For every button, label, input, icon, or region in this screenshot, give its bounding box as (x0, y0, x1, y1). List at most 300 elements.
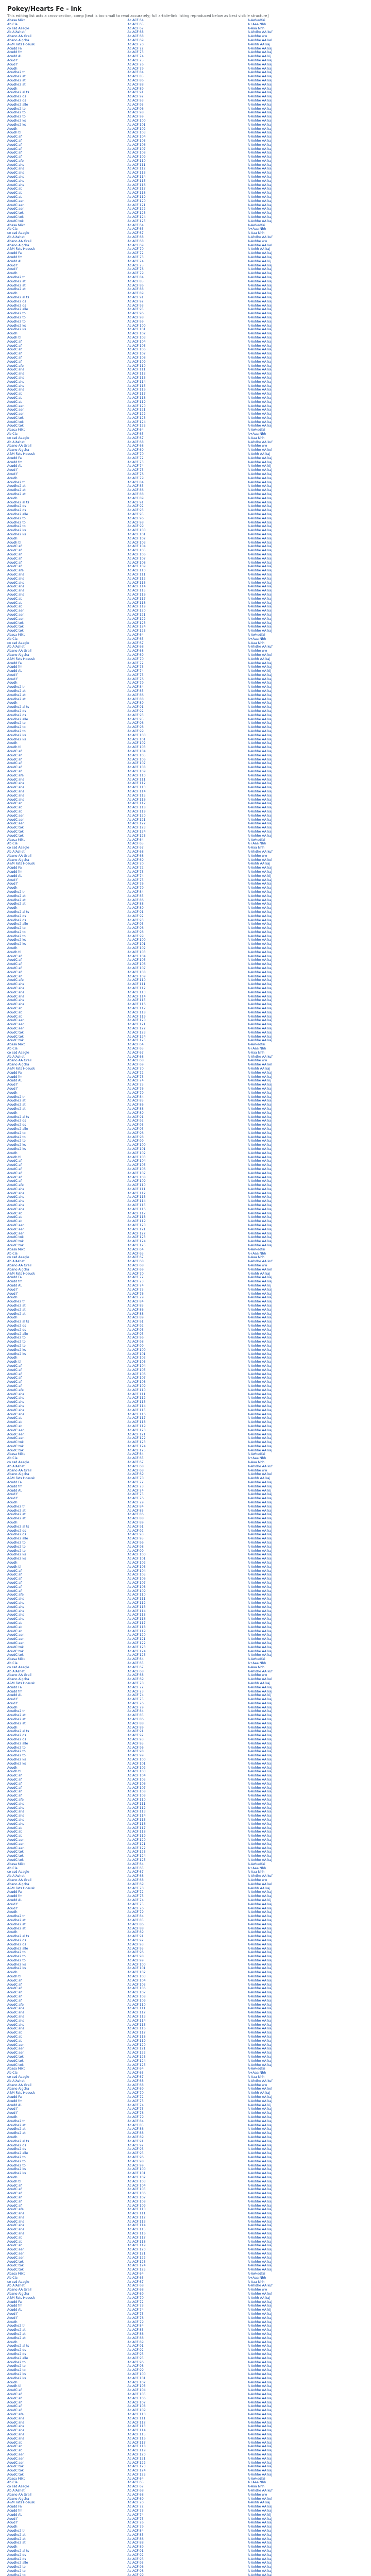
article-link[interactable]: A-Aohhe AA kaj (247, 2264, 272, 2268)
article-link[interactable]: A-Aohhe AA kaj (247, 2392, 272, 2396)
article-link[interactable]: AoudC tok (7, 1235, 24, 1240)
article-link[interactable]: Abano Aigcha (7, 2497, 29, 2501)
article-link[interactable]: Ac ACF 118 (127, 396, 146, 400)
article-link[interactable]: AoudC ahs (7, 2212, 24, 2216)
article-link[interactable]: A-Aohhe AA kaj (247, 1364, 272, 1368)
article-link[interactable]: Aoudh (7, 1091, 18, 1095)
article-link[interactable]: Ac ACF 74 (127, 874, 144, 878)
article-link[interactable]: Ac ACF 116 (127, 388, 146, 392)
article-link[interactable]: Abano AA Grail (7, 1264, 31, 1268)
article-link[interactable]: Acudd Fa (7, 1685, 22, 1689)
article-link[interactable]: AoudC af (7, 1589, 22, 1593)
article-link[interactable]: Ac ACF 86 (127, 1922, 144, 1926)
article-link[interactable]: AoudC ahs (7, 2224, 24, 2228)
article-link[interactable]: Ac ACF 86 (127, 1513, 144, 1517)
article-link[interactable]: Acudd Fa (7, 251, 22, 256)
article-link[interactable]: AoudC tok (7, 2465, 24, 2469)
article-link[interactable]: Aoudhe2 alle (7, 922, 28, 926)
article-link[interactable]: A-Aohhe AA kaj (247, 1553, 272, 1557)
article-link[interactable]: Aoudh (7, 1296, 18, 1300)
article-link[interactable]: AoudC af (7, 958, 22, 962)
article-link[interactable]: Aoudhe2 ks (7, 2376, 26, 2380)
article-link[interactable]: A-Aohhe AA kaj (247, 601, 272, 605)
article-link[interactable]: A-Aohhe AA kaj (247, 412, 272, 416)
article-link[interactable]: A-Aohhe AA kaj (247, 1806, 272, 1810)
article-link[interactable]: AoudC tok (7, 2472, 24, 2477)
article-link[interactable]: A-Aohhe AA kaj (247, 918, 272, 922)
article-link[interactable]: AoudC afe (7, 1798, 24, 1802)
article-link[interactable]: A-Aohhe AA kaj (247, 355, 272, 360)
article-link[interactable]: A-Aohhe AA kaj (247, 1605, 272, 1609)
article-link[interactable]: A-Aohhe AA kel (247, 243, 272, 247)
article-link[interactable]: AoudC af (7, 1569, 22, 1573)
article-link[interactable]: Ac ACF 123 (127, 416, 146, 420)
article-link[interactable]: A-Aohhe AA kaj (247, 118, 272, 123)
article-link[interactable]: Aoudhe2 at (7, 1718, 26, 1722)
article-link[interactable]: A-Aohhe AA kaj (247, 2368, 272, 2372)
article-link[interactable]: A-Aohhe AA kaj (247, 1191, 272, 1195)
article-link[interactable]: A-Aohhe AA kaj (247, 2043, 272, 2047)
article-link[interactable]: Ac ACF 123 (127, 1440, 146, 1445)
article-link[interactable]: A-Aohhe AA kaj (247, 2031, 272, 2035)
article-link[interactable]: Ac ACF 92 (127, 914, 144, 918)
article-link[interactable]: Ac ACF 123 (127, 2465, 146, 2469)
article-link[interactable]: A-Aohhe AA kaj (247, 1826, 272, 1830)
article-link[interactable]: A-Aohhe AA kaj (247, 115, 272, 119)
article-link[interactable]: Aoudhe2 ds (7, 709, 26, 714)
article-link[interactable]: A-Aohhe AA kaj (247, 2268, 272, 2272)
article-link[interactable]: A-Aohhe AA kaj (247, 1304, 272, 1308)
article-link[interactable]: A-Aohhe AA kaj (247, 2159, 272, 2163)
article-link[interactable]: A-Aohhe AA kaj (247, 344, 272, 348)
article-link[interactable]: A-Aohhe AA kaj (247, 2219, 272, 2224)
article-link[interactable]: AoudC ahs (7, 179, 24, 183)
article-link[interactable]: Abasa Mikt (7, 428, 25, 432)
article-link[interactable]: A-Aohhe AA kaj (247, 1649, 272, 1653)
article-link[interactable]: AoudC af (7, 1364, 22, 1368)
article-link[interactable]: A-Ahdhe AA kuf (247, 645, 273, 649)
article-link[interactable]: A-Aohhe AA kaj (247, 1942, 272, 1946)
article-link[interactable]: Ac ACF 114 (127, 2224, 146, 2228)
article-link[interactable]: A&M Fats Hoeusk (7, 2501, 35, 2505)
article-link[interactable]: A-Aohhe AA kaj (247, 2055, 272, 2059)
article-link[interactable]: A-Aohhe AA kaj (247, 1533, 272, 1537)
article-link[interactable]: Ac ACF 65 (127, 637, 144, 641)
article-link[interactable]: Ac ACF 74 (127, 1898, 144, 1902)
article-link[interactable]: Ac ACF 100 (127, 1143, 146, 1147)
article-link[interactable]: A-Aohhe AA kaj (247, 1207, 272, 1211)
article-link[interactable]: A-Aohhe AA kaj (247, 1790, 272, 1794)
article-link[interactable]: Ac ACF 96 (127, 516, 144, 520)
article-link[interactable]: Ac ACF 89 (127, 292, 144, 296)
article-link[interactable]: A-Aohhe AA kaj (247, 1782, 272, 1786)
article-link[interactable]: Abano Aigcha (7, 1472, 29, 1477)
article-link[interactable]: Ac ACF 98 (127, 315, 144, 319)
article-link[interactable]: Acudd AL (7, 1693, 22, 1698)
article-link[interactable]: Aoudhe2 at (7, 898, 26, 902)
article-link[interactable]: Aoudhe2 ks (7, 1967, 26, 1971)
article-link[interactable]: Ac ACF 84 (127, 1709, 144, 1714)
article-link[interactable]: A-Aohhe AA kaj (247, 1798, 272, 1802)
article-link[interactable]: Acudd AL (7, 2103, 22, 2107)
article-link[interactable]: Ac ACF 73 (127, 665, 144, 669)
article-link[interactable]: Aoudh (7, 1316, 18, 1320)
article-link[interactable]: A-Aohh AA kaj (247, 657, 271, 661)
article-link[interactable]: AoudC afe (7, 978, 24, 982)
article-link[interactable]: A-Aohhe AA kaj (247, 364, 272, 368)
article-link[interactable]: AoudC aen (7, 1641, 25, 1645)
article-link[interactable]: Acudd fm (7, 2509, 23, 2513)
article-link[interactable]: Ac ACF 88 (127, 902, 144, 906)
article-link[interactable]: Ac ACF 96 (127, 721, 144, 725)
article-link[interactable]: Ac ACF 91 (127, 1115, 144, 1119)
article-link[interactable]: Aoudhe2 at (7, 279, 26, 283)
article-link[interactable]: Ac ACF 98 (127, 2569, 144, 2573)
article-link[interactable]: A-Aohhe AA kaj (247, 737, 272, 741)
article-link[interactable]: A-Aohhe AA kaj (247, 1513, 272, 1517)
article-link[interactable]: A-Aohhe AA kaj (247, 717, 272, 721)
article-link[interactable]: Aoud f (7, 2312, 18, 2316)
article-link[interactable]: Ac ACF 92 (127, 2143, 144, 2147)
article-link[interactable]: Ac ACF 110 (127, 978, 146, 982)
article-link[interactable]: Ac ACF 69 (127, 653, 144, 657)
article-link[interactable]: A-Aohhe AA kaj (247, 1577, 272, 1581)
article-link[interactable]: Ac ACF 69 (127, 448, 144, 452)
article-link[interactable]: Aoudhe2 at (7, 1312, 26, 1316)
article-link[interactable]: A-Aohhe AA kaj (247, 1444, 272, 1448)
article-link[interactable]: Ab A'Ashet (7, 2489, 25, 2493)
article-link[interactable]: A+Aaa Nhh (247, 22, 266, 26)
article-link[interactable]: Ac ACF 120 (127, 1224, 146, 1228)
article-link[interactable]: Abasa Mikt (7, 1247, 25, 1251)
article-link[interactable]: Aoudh (7, 2135, 18, 2139)
article-link[interactable]: A-Aohhe AA kaj (247, 1741, 272, 1745)
article-link[interactable]: AoudC at (7, 195, 22, 199)
article-link[interactable]: Ac ACF 118 (127, 1215, 146, 1219)
article-link[interactable]: Ac ACF 89 (127, 1930, 144, 1935)
article-link[interactable]: A-Aohhe AA kaj (247, 1834, 272, 1838)
article-link[interactable]: A-Aohhe AA kij (247, 1488, 272, 1493)
article-link[interactable]: Ac ACF 125 (127, 629, 146, 633)
article-link[interactable]: AoudC tok (7, 1440, 24, 1445)
article-link[interactable]: A-Aohhe AA kaj (247, 127, 272, 131)
article-link[interactable]: Ac ACF 68 (127, 239, 144, 243)
article-link[interactable]: Ac ACF 116 (127, 183, 146, 187)
article-link[interactable]: A-Aohhe AA kaj (247, 2364, 272, 2368)
article-link[interactable]: Ac ACF 102 (127, 127, 146, 131)
article-link[interactable]: AoudC aen (7, 1637, 25, 1641)
article-link[interactable]: Ac ACF 68 (127, 1878, 144, 1882)
article-link[interactable]: A-Aohhe AA kaj (247, 1509, 272, 1513)
article-link[interactable]: A-Aohhe AA kaj (247, 2188, 272, 2192)
article-link[interactable]: A-Aohhe AA kaj (247, 2123, 272, 2127)
article-link[interactable]: Ac ACF 107 (127, 1376, 146, 1380)
article-link[interactable]: Abano Aigcha (7, 38, 29, 42)
article-link[interactable]: Abasa Mikt (7, 1452, 25, 1456)
article-link[interactable]: Aoud f (7, 1698, 18, 1702)
article-link[interactable]: Ac ACF 111 (127, 777, 146, 782)
article-link[interactable]: A-Aohhe AA kaj (247, 2224, 272, 2228)
article-link[interactable]: Aoudhe2 tr (7, 1300, 25, 1304)
article-link[interactable]: A-Awkedfai (247, 223, 265, 227)
article-link[interactable]: Ac ACF 125 (127, 2472, 146, 2477)
article-link[interactable]: AoudC af (7, 1778, 22, 1782)
article-link[interactable]: A-Aohhe AA kel (247, 1472, 272, 1477)
article-link[interactable]: A-Aohhe AA kaj (247, 2248, 272, 2252)
article-link[interactable]: A-Aohhe AA kaj (247, 806, 272, 810)
article-link[interactable]: A-Aohhe AA kaj (247, 1416, 272, 1420)
article-link[interactable]: Aoudh (7, 886, 18, 890)
article-link[interactable]: Ac ACF 86 (127, 693, 144, 697)
article-link[interactable]: Ac ACF 65 (127, 1047, 144, 1050)
article-link[interactable]: Ab A'Ashet (7, 1055, 25, 1059)
article-link[interactable]: Aoud f (7, 1906, 18, 1910)
article-link[interactable]: A-Aohhe AA kij (247, 2103, 272, 2107)
article-link[interactable]: A-Aohhe AA kaj (247, 328, 272, 332)
article-link[interactable]: A-Aohhe AA kaj (247, 790, 272, 793)
article-link[interactable]: A-Aohhe AA kaj (247, 2163, 272, 2167)
article-link[interactable]: Aoudhe2 al ts (7, 1115, 29, 1119)
article-link[interactable]: A-Aohhe AA kaj (247, 1926, 272, 1930)
article-link[interactable]: AoudC at (7, 1215, 22, 1219)
article-link[interactable]: Ac ACF 114 (127, 1404, 146, 1408)
article-link[interactable]: Aoudhe2 at (7, 484, 26, 488)
article-link[interactable]: Ac ACF 116 (127, 2436, 146, 2441)
article-link[interactable]: AoudC ahs (7, 1802, 24, 1806)
article-link[interactable]: A-Aohhe AA kaj (247, 1613, 272, 1617)
article-link[interactable]: A-Aohhe AA kaj (247, 1962, 272, 1967)
article-link[interactable]: A-Aohhe AA kaj (247, 1235, 272, 1240)
article-link[interactable]: Aoudh (7, 1111, 18, 1115)
article-link[interactable]: Ab Cla (7, 432, 18, 436)
article-link[interactable]: Ac ACF 67 (127, 26, 144, 30)
article-link[interactable]: A-Aohhe AA kaj (247, 2011, 272, 2015)
article-link[interactable]: A-Aohhe AA kaj (247, 661, 272, 665)
article-link[interactable]: Ac ACF 104 (127, 2183, 146, 2188)
article-link[interactable]: A-Aohhe AA kaj (247, 1348, 272, 1352)
article-link[interactable]: A+Aaa Nhh (247, 2481, 266, 2485)
article-link[interactable]: Ac ACF 113 (127, 786, 146, 790)
article-link[interactable]: Abasa Mikt (7, 838, 25, 842)
article-link[interactable]: A-Aohhe ww (247, 1059, 267, 1063)
article-link[interactable]: A-Aohh AA kaj (247, 1477, 271, 1481)
article-link[interactable]: AoudC at (7, 2031, 22, 2035)
article-link[interactable]: A-Aohh AA kaj (247, 247, 271, 251)
article-link[interactable]: A-Ahdhe AA kuf (247, 2079, 273, 2083)
article-link[interactable]: Ac ACF 110 (127, 773, 146, 777)
article-link[interactable]: Ac ACF 119 (127, 1219, 146, 1224)
article-link[interactable]: Ac ACF 119 (127, 400, 146, 404)
article-link[interactable]: Ac ACF 112 (127, 1806, 146, 1810)
article-link[interactable]: A-Aohhe AA kaj (247, 1131, 272, 1135)
article-link[interactable]: Ac ACF 64 (127, 633, 144, 637)
article-link[interactable]: Ab A'Ashet (7, 235, 25, 240)
article-link[interactable]: Ac ACF 79 (127, 886, 144, 890)
article-link[interactable]: AoudC ahs (7, 1003, 24, 1007)
article-link[interactable]: Ac ACF 68 (127, 440, 144, 444)
article-link[interactable]: Ac ACF 101 (127, 2376, 146, 2380)
article-link[interactable]: Ac ACF 108 (127, 1995, 146, 1999)
article-link[interactable]: Ac ACF 117 (127, 2235, 146, 2240)
article-link[interactable]: Abasa Mikt (7, 2272, 25, 2276)
article-link[interactable]: AoudC aen (7, 814, 25, 818)
article-link[interactable]: A-Aohhe AA kaj (247, 1497, 272, 1501)
article-link[interactable]: Ac ACF 100 (127, 324, 146, 328)
article-link[interactable]: Ac ACF 112 (127, 782, 146, 786)
article-link[interactable]: Acudd AL (7, 1079, 22, 1083)
article-link[interactable]: Ac ACF 110 (127, 1798, 146, 1802)
article-link[interactable]: AoudC tok (7, 1030, 24, 1035)
article-link[interactable]: A-Aohhe AA kaj (247, 2208, 272, 2212)
article-link[interactable]: A-Aohhe AA kaj (247, 990, 272, 994)
article-link[interactable]: AoudC aen (7, 2456, 25, 2461)
article-link[interactable]: Ac ACF 119 (127, 605, 146, 609)
article-link[interactable]: Ac ACF 99 (127, 1139, 144, 1143)
article-link[interactable]: AoudC af (7, 2392, 22, 2396)
article-link[interactable]: AoudC aen (7, 1633, 25, 1637)
article-link[interactable]: Ac ACF 101 (127, 942, 146, 946)
article-link[interactable]: Ac ACF 109 (127, 2409, 146, 2413)
article-link[interactable]: AoudC ahs (7, 2232, 24, 2236)
article-link[interactable]: Aoudhe2 at (7, 894, 26, 898)
article-link[interactable]: Aoudhe2 alle (7, 2356, 28, 2360)
article-link[interactable]: Abano AA Grail (7, 649, 31, 653)
article-link[interactable]: Aoud f (7, 472, 18, 477)
article-link[interactable]: A-Aohhe AA kij (247, 2308, 272, 2312)
article-link[interactable]: Ac ACF 79 (127, 1091, 144, 1095)
article-link[interactable]: Ac ACF 110 (127, 569, 146, 573)
article-link[interactable]: A-Aohhe AA kaj (247, 1501, 272, 1505)
article-link[interactable]: Ac ACF 118 (127, 2240, 146, 2244)
article-link[interactable]: A-Aohhe AA kaj (247, 741, 272, 745)
article-link[interactable]: A-Aohhe AA kaj (247, 1569, 272, 1573)
article-link[interactable]: AoudC aen (7, 818, 25, 822)
article-link[interactable]: A-Aohhe AA kaj (247, 66, 272, 71)
article-link[interactable]: Ac ACF 118 (127, 2035, 146, 2039)
article-link[interactable]: A-Aohhe AA kaj (247, 1083, 272, 1087)
article-link[interactable]: Aoudhe2 to (7, 1131, 26, 1135)
article-link[interactable]: AoudC tok (7, 1653, 24, 1657)
article-link[interactable]: Ac ACF 117 (127, 2441, 146, 2445)
article-link[interactable]: Aoudhe2 at (7, 689, 26, 693)
article-link[interactable]: Ac ACF 99 (127, 1754, 144, 1758)
article-link[interactable]: A-Aohhe AA kaj (247, 572, 272, 577)
article-link[interactable]: A-Aohhe AA kaj (247, 1689, 272, 1693)
article-link[interactable]: A-Aohhe AA kaj (247, 2172, 272, 2176)
article-link[interactable]: A-Aohhe ww (247, 239, 267, 243)
article-link[interactable]: Ac ACF 105 (127, 1163, 146, 1167)
article-link[interactable]: Ac ACF 85 (127, 484, 144, 488)
article-link[interactable]: Ac ACF 119 (127, 1014, 146, 1019)
article-link[interactable]: AoudC ahs (7, 171, 24, 175)
article-link[interactable]: A-Aohhe AA kaj (247, 786, 272, 790)
article-link[interactable]: Ac ACF 121 (127, 203, 146, 207)
article-link[interactable]: AoudC at (7, 2445, 22, 2449)
article-link[interactable]: Ac ACF 112 (127, 2215, 146, 2219)
article-link[interactable]: AoudC af (7, 2400, 22, 2404)
article-link[interactable]: Ac ACF 108 (127, 355, 146, 360)
article-link[interactable]: Aoudh (7, 536, 18, 540)
article-link[interactable]: AoudC af (7, 1167, 22, 1171)
article-link[interactable]: A-Aohhe AA kaj (247, 1971, 272, 1975)
article-link[interactable]: A-Aohhe AA kaj (247, 360, 272, 364)
article-link[interactable]: Ac ACF 96 (127, 926, 144, 930)
article-link[interactable]: Ac ACF 113 (127, 581, 146, 585)
article-link[interactable]: Aoudhe2 to (7, 1139, 26, 1143)
article-link[interactable]: AoudC afe (7, 1593, 24, 1597)
article-link[interactable]: Abasa Mikt (7, 2067, 25, 2071)
article-link[interactable]: Ac ACF 125 (127, 834, 146, 838)
article-link[interactable]: AoudC ahs (7, 1814, 24, 1818)
article-link[interactable]: Aoudhe2 at (7, 2131, 26, 2136)
article-link[interactable]: Ac ACF 122 (127, 2256, 146, 2260)
article-link[interactable]: Ac ACF 73 (127, 460, 144, 464)
article-link[interactable]: AoudC af (7, 143, 22, 147)
article-link[interactable]: co ssd Aeagle (7, 2075, 29, 2079)
article-link[interactable]: Ac ACF 102 (127, 1561, 146, 1565)
article-link[interactable]: A-Aohhe AA kaj (247, 1107, 272, 1111)
article-link[interactable]: A-Aohhe AA kaj (247, 1537, 272, 1541)
article-link[interactable]: A-Aohhe AA kaj (247, 1167, 272, 1171)
article-link[interactable]: Ac ACF 93 (127, 1942, 144, 1946)
article-link[interactable]: Aoud f (7, 2107, 18, 2111)
article-link[interactable]: Aoudhe2 ks (7, 942, 26, 946)
article-link[interactable]: AoudC af (7, 2409, 22, 2413)
article-link[interactable]: A-Aohhe AA kaj (247, 256, 272, 260)
article-link[interactable]: Ac ACF 104 (127, 2388, 146, 2393)
article-link[interactable]: A-Aohhe AA kij (247, 55, 272, 59)
article-link[interactable]: AoudC af (7, 556, 22, 561)
article-link[interactable]: A-Aohhe AA kaj (247, 408, 272, 412)
article-link[interactable]: Ac ACF 113 (127, 1400, 146, 1404)
article-link[interactable]: A-Aohhe AA kaj (247, 926, 272, 930)
article-link[interactable]: Ac ACF 112 (127, 987, 146, 991)
article-link[interactable]: AoudC af (7, 766, 22, 770)
article-link[interactable]: AoudC at (7, 1420, 22, 1425)
article-link[interactable]: A-Aohhe AA kaj (247, 95, 272, 99)
article-link[interactable]: A-Aohhe AA kaj (247, 745, 272, 750)
article-link[interactable]: Ac ACF 107 (127, 1786, 146, 1790)
article-link[interactable]: Ac ACF 112 (127, 1396, 146, 1400)
article-link[interactable]: Aoudhe2 ds (7, 299, 26, 303)
article-link[interactable]: A-Aohhe AA kaj (247, 1231, 272, 1235)
article-link[interactable]: Ac ACF 67 (127, 1665, 144, 1669)
article-link[interactable]: A-Aohhe AA kaj (247, 123, 272, 127)
article-link[interactable]: Ac ACF 72 (127, 866, 144, 870)
article-link[interactable]: Ac ACF 99 (127, 2163, 144, 2167)
article-link[interactable]: A-Aohhe AA kaj (247, 1890, 272, 1894)
article-link[interactable]: Aoudhe2 at (7, 283, 26, 287)
article-link[interactable]: A-Aohhe AA kaj (247, 609, 272, 613)
article-link[interactable]: Aoudhe2 ks (7, 118, 26, 123)
article-link[interactable]: Ac ACF 102 (127, 946, 146, 951)
article-link[interactable]: Aoudhe2 al ts (7, 500, 29, 504)
article-link[interactable]: A-Aohhe AA kaj (247, 352, 272, 356)
article-link[interactable]: Ac ACF 64 (127, 223, 144, 227)
article-link[interactable]: A-Aohhe AA kaj (247, 2344, 272, 2348)
article-link[interactable]: A-Aohhe AA kaj (247, 2312, 272, 2316)
article-link[interactable]: A-Ahdhe AA kuf (247, 440, 273, 444)
article-link[interactable]: A-Aohhe AA kaj (247, 480, 272, 484)
article-link[interactable]: A-Aohhe AA kaj (247, 147, 272, 151)
article-link[interactable]: A-Aohhe AA kaj (247, 1593, 272, 1597)
article-link[interactable]: Ac ACF 117 (127, 1416, 146, 1420)
article-link[interactable]: AoudC af (7, 761, 22, 766)
article-link[interactable]: Ac ACF 100 (127, 1348, 146, 1352)
article-link[interactable]: A-Aohhe AA kaj (247, 1705, 272, 1709)
article-link[interactable]: A-Aohhe AA kaj (247, 878, 272, 882)
article-link[interactable]: Aoudhe2 at (7, 287, 26, 292)
